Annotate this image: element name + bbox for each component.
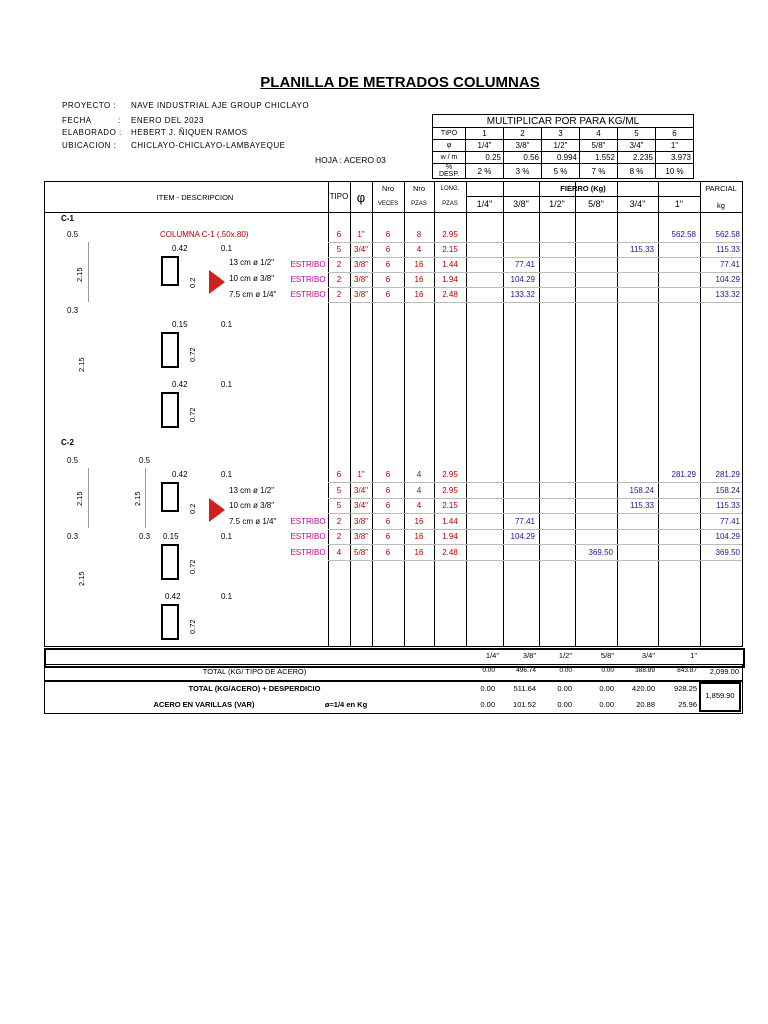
row-gridline	[328, 257, 742, 258]
dim-height-c1b: 2.15	[77, 357, 86, 372]
red-arrow-icon	[209, 270, 225, 294]
mult-cell: 6	[656, 128, 694, 140]
row-veces: 6	[385, 517, 391, 526]
estribo-label: ESTRIBO	[290, 275, 326, 284]
dim-height-c2b: 2.15	[77, 571, 86, 586]
row-veces: 6	[385, 532, 391, 541]
row-long: 2.15	[442, 245, 458, 254]
stirrup-thk: 0.1	[221, 532, 233, 541]
footer-diam: 1/4"	[485, 651, 499, 660]
row-phi: 3/8"	[354, 290, 368, 299]
row-gridline	[328, 302, 742, 303]
mult-cell: 0.25	[466, 152, 504, 164]
header-tipo: TIPO	[329, 192, 349, 201]
mult-cell: 1"	[656, 140, 694, 152]
row-veces: 6	[385, 260, 391, 269]
row-gridline	[328, 513, 742, 514]
mult-cell: 1/2"	[542, 140, 580, 152]
mult-row-label: φ	[433, 140, 466, 152]
desp-cell: 0.00	[480, 684, 495, 693]
row-kg: 115.33	[630, 501, 654, 510]
row-parcial: 133.32	[715, 290, 740, 299]
row-tipo: 6	[336, 470, 342, 479]
page-title: PLANILLA DE METRADOS COLUMNAS	[260, 74, 540, 91]
header-diam: 1/2"	[549, 199, 565, 209]
row-kg: 104.29	[510, 275, 535, 284]
section-label-c1: C-1	[61, 214, 74, 223]
elaborado-label: ELABORADO :	[62, 128, 122, 137]
hoja-label: HOJA : ACERO 03	[315, 155, 386, 165]
row-veces: 6	[385, 245, 391, 254]
row-pzas: 8	[416, 230, 422, 239]
mult-cell: 10 %	[656, 164, 694, 179]
row-parcial: 115.33	[716, 245, 740, 254]
header-parcial: PARCIAL	[705, 184, 737, 193]
row-pzas: 4	[416, 486, 422, 495]
row-kg: 369.50	[588, 548, 613, 557]
row-gridline	[328, 272, 742, 273]
header-nro2: Nro	[412, 184, 426, 193]
desp-cell: 420.00	[632, 684, 655, 693]
stirrup-shape	[161, 604, 179, 640]
header-phi: φ	[356, 190, 366, 205]
row-gridline	[328, 287, 742, 288]
row-long: 2.48	[442, 290, 458, 299]
mult-cell: 1	[466, 128, 504, 140]
estribo-label: ESTRIBO	[290, 517, 326, 526]
footer-diam: 5/8"	[600, 651, 614, 660]
row-tipo: 5	[336, 501, 342, 510]
total-sum: 2,099.00	[709, 667, 739, 676]
red-arrow-icon	[209, 498, 225, 522]
mult-cell: 3	[542, 128, 580, 140]
row-gridline	[328, 498, 742, 499]
row-pzas: 16	[414, 517, 424, 526]
dim-mid2-c2: 0.3	[139, 532, 151, 541]
grand-total: 1,859.90	[705, 691, 735, 700]
header-diam: 1"	[674, 199, 684, 209]
dim-height-c2: 2.15	[75, 491, 84, 506]
row-kg: 104.29	[510, 532, 535, 541]
metrado-sheet	[44, 181, 743, 647]
row-parcial: 158.24	[715, 486, 740, 495]
header-bottom-line	[45, 212, 742, 213]
mult-cell: 5 %	[542, 164, 580, 179]
mult-cell: 1.552	[580, 152, 618, 164]
stirrup-height: 0.72	[188, 559, 197, 574]
row-kg: 281.29	[671, 470, 696, 479]
dim-mid-c1: 0.3	[67, 306, 79, 315]
dim-height2-c2: 2.15	[133, 491, 142, 506]
row-veces: 6	[385, 470, 391, 479]
mult-cell: 0.994	[542, 152, 580, 164]
stirrup-width: 0.42	[165, 592, 181, 601]
desp-cell: 511.64	[513, 684, 536, 693]
row-gridline	[328, 482, 742, 483]
mult-cell: 2	[504, 128, 542, 140]
dim-mid-c2: 0.3	[67, 532, 79, 541]
header-nro1: Nro	[381, 184, 395, 193]
row-gridline	[328, 544, 742, 545]
elaborado-value: HEBERT J. ÑIQUEN RAMOS	[131, 128, 248, 137]
row-long: 2.95	[442, 470, 458, 479]
col-divider	[539, 182, 540, 646]
stirrup-shape	[161, 332, 179, 368]
row-phi: 3/4"	[354, 501, 368, 510]
row-kg: 115.33	[630, 245, 654, 254]
row-phi: 3/8"	[354, 517, 368, 526]
stirrup-width: 0.42	[172, 470, 188, 479]
fecha-label: FECHA	[62, 116, 92, 125]
stirrup-shape	[161, 256, 179, 286]
header-veces: VECES	[377, 201, 399, 207]
stirrup-shape	[161, 544, 179, 580]
mult-cell: 3/8"	[504, 140, 542, 152]
row-phi: 5/8"	[354, 548, 368, 557]
spacing-3: 7.5 cm ø 1/4"	[229, 517, 277, 526]
fecha-colon: :	[118, 116, 121, 125]
header-kg: kg	[717, 201, 725, 210]
ubicacion-value: CHICLAYO-CHICLAYO-LAMBAYEQUE	[131, 141, 286, 150]
row-parcial: 281.29	[715, 470, 740, 479]
proyecto-value: NAVE INDUSTRIAL AJE GROUP CHICLAYO	[131, 101, 310, 110]
dim-top-c2: 0.5	[67, 456, 79, 465]
row-parcial: 77.41	[719, 517, 740, 526]
total-cell: 843.87	[677, 667, 697, 674]
mult-cell: 2.235	[618, 152, 656, 164]
stirrup-thk: 0.1	[221, 380, 233, 389]
row-tipo: 2	[336, 517, 342, 526]
total-cell: 496.74	[516, 667, 536, 674]
row-long: 1.44	[442, 260, 458, 269]
row-phi: 3/4"	[354, 245, 368, 254]
row-parcial: 369.50	[715, 548, 740, 557]
mult-cell: 3 %	[504, 164, 542, 179]
var-cell: 20.88	[636, 700, 655, 709]
row-phi: 1"	[357, 470, 365, 479]
row-parcial: 115.33	[716, 501, 740, 510]
footer-diam: 1/2"	[558, 651, 572, 660]
mult-cell: 5	[618, 128, 656, 140]
row-tipo: 5	[336, 486, 342, 495]
desp-cell: 0.00	[557, 684, 572, 693]
row-long: 2.95	[442, 486, 458, 495]
spacing-2: 10 cm ø 3/8"	[229, 274, 275, 283]
row-long: 1.94	[442, 532, 458, 541]
var-note: ø=1/4 en Kg	[324, 700, 368, 709]
section-label-c2: C-2	[61, 438, 74, 447]
row-veces: 6	[385, 275, 391, 284]
column-elevation-line	[88, 468, 89, 528]
row-veces: 6	[385, 230, 391, 239]
ubicacion-label: UBICACION :	[62, 141, 117, 150]
multiplier-title: MULTIPLICAR POR PARA KG/ML	[433, 115, 694, 128]
desp-cell: 928.25	[674, 684, 697, 693]
total-cell: 0.00	[482, 667, 495, 674]
row-gridline	[328, 529, 742, 530]
footer-diam: 3/8"	[522, 651, 536, 660]
stirrup-thk: 0.1	[221, 244, 233, 253]
header-diam: 3/4"	[629, 199, 646, 209]
row-tipo: 2	[336, 275, 342, 284]
mult-cell: 3.973	[656, 152, 694, 164]
stirrup-width: 0.15	[163, 532, 179, 541]
row-long: 1.44	[442, 517, 458, 526]
header-long: LONG.	[440, 186, 460, 192]
row-kg: 77.41	[514, 260, 535, 269]
footer-diam: 3/4"	[641, 651, 655, 660]
estribo-label: ESTRIBO	[290, 548, 326, 557]
mult-cell: 0.56	[504, 152, 542, 164]
row-kg: 77.41	[514, 517, 535, 526]
row-phi: 3/8"	[354, 275, 368, 284]
var-cell: 101.52	[513, 700, 536, 709]
row-kg: 133.32	[510, 290, 535, 299]
row-parcial: 104.29	[715, 532, 740, 541]
mult-cell: 5/8"	[580, 140, 618, 152]
row-phi: 3/8"	[354, 260, 368, 269]
spacing-1: 13 cm ø 1/2"	[229, 486, 275, 495]
estribo-label: ESTRIBO	[290, 532, 326, 541]
dim-top2-c2: 0.5	[139, 456, 151, 465]
var-label: ACERO EN VARILLAS (VAR)	[153, 700, 255, 709]
var-cell: 0.00	[557, 700, 572, 709]
row-phi: 3/4"	[354, 486, 368, 495]
total-cell: 388.89	[635, 667, 655, 674]
row-pzas: 4	[416, 470, 422, 479]
proyecto-label: PROYECTO :	[62, 101, 117, 110]
var-cell: 25.96	[678, 700, 697, 709]
stirrup-width: 0.42	[172, 380, 188, 389]
column-description: COLUMNA C-1 (.50x.80)	[160, 230, 249, 239]
stirrup-height: 0.72	[188, 407, 197, 422]
stirrup-height: 0.2	[188, 277, 197, 288]
row-phi: 3/8"	[354, 532, 368, 541]
mult-cell: 8 %	[618, 164, 656, 179]
desp-label: TOTAL (KG/ACERO) + DESPERDICIO	[188, 684, 321, 693]
row-pzas: 16	[414, 275, 424, 284]
row-phi: 1"	[357, 230, 365, 239]
stirrup-shape	[161, 392, 179, 428]
stirrup-width: 0.42	[172, 244, 188, 253]
row-parcial: 562.58	[715, 230, 740, 239]
row-kg: 562.58	[671, 230, 696, 239]
stirrup-height: 0.72	[188, 619, 197, 634]
mult-cell: 4	[580, 128, 618, 140]
col-divider	[503, 182, 504, 646]
row-tipo: 2	[336, 532, 342, 541]
spacing-2: 10 cm ø 3/8"	[229, 501, 275, 510]
stirrup-thk: 0.1	[221, 470, 233, 479]
row-veces: 6	[385, 548, 391, 557]
row-long: 2.15	[442, 501, 458, 510]
row-tipo: 4	[336, 548, 342, 557]
row-veces: 6	[385, 486, 391, 495]
row-tipo: 5	[336, 245, 342, 254]
estribo-label: ESTRIBO	[290, 290, 326, 299]
row-veces: 6	[385, 290, 391, 299]
fierro-line	[466, 196, 700, 197]
header-diam: 5/8"	[588, 199, 604, 209]
row-kg: 158.24	[629, 486, 654, 495]
mult-row-label: TIPO	[433, 128, 466, 140]
row-long: 2.95	[442, 230, 458, 239]
mult-cell: 2 %	[466, 164, 504, 179]
dim-top-c1: 0.5	[67, 230, 79, 239]
row-pzas: 16	[414, 260, 424, 269]
fecha-value: ENERO DEL 2023	[131, 116, 204, 125]
row-tipo: 2	[336, 290, 342, 299]
total-cell: 0.00	[559, 667, 572, 674]
total-cell: 0.00	[601, 667, 614, 674]
row-pzas: 16	[414, 548, 424, 557]
desp-cell: 0.00	[599, 684, 614, 693]
multiplier-table	[432, 114, 694, 179]
row-pzas: 16	[414, 290, 424, 299]
stirrup-height: 0.2	[188, 503, 197, 514]
header-diam: 1/4"	[476, 199, 493, 209]
total-label: TOTAL (KG/ TIPO DE ACERO)	[202, 667, 307, 676]
row-pzas: 4	[416, 245, 422, 254]
header-pzas: PZAS	[411, 201, 427, 207]
header-fierro: FIERRO (Kg)	[560, 184, 606, 193]
mult-cell: 3/4"	[618, 140, 656, 152]
spacing-3: 7.5 cm ø 1/4"	[229, 290, 277, 299]
header-diam: 3/8"	[513, 199, 529, 209]
column-elevation-line	[145, 468, 146, 528]
row-parcial: 77.41	[719, 260, 740, 269]
estribo-label: ESTRIBO	[290, 260, 326, 269]
header-pzas2: PZAS	[442, 201, 458, 207]
var-cell: 0.00	[480, 700, 495, 709]
column-elevation-line	[88, 242, 89, 302]
row-long: 2.48	[442, 548, 458, 557]
mult-row-label: % DESP.	[433, 164, 466, 179]
row-veces: 6	[385, 501, 391, 510]
row-gridline	[328, 560, 742, 561]
stirrup-thk: 0.1	[221, 320, 233, 329]
row-pzas: 16	[414, 532, 424, 541]
col-divider	[658, 182, 659, 646]
row-pzas: 4	[416, 501, 422, 510]
stirrup-width: 0.15	[172, 320, 188, 329]
header-item: ITEM - DESCRIPCION	[156, 193, 234, 202]
var-cell: 0.00	[599, 700, 614, 709]
row-long: 1.94	[442, 275, 458, 284]
spacing-1: 13 cm ø 1/2"	[229, 258, 275, 267]
row-gridline	[328, 242, 742, 243]
footer-diam: 1"	[690, 651, 697, 660]
row-tipo: 6	[336, 230, 342, 239]
stirrup-shape	[161, 482, 179, 512]
mult-row-label: w / m	[433, 152, 466, 164]
mult-cell: 7 %	[580, 164, 618, 179]
col-divider	[575, 182, 576, 646]
mult-cell: 1/4"	[466, 140, 504, 152]
stirrup-height: 0.72	[188, 347, 197, 362]
col-divider	[466, 182, 467, 646]
row-parcial: 104.29	[715, 275, 740, 284]
dim-height-c1: 2.15	[75, 267, 84, 282]
stirrup-thk: 0.1	[221, 592, 233, 601]
row-tipo: 2	[336, 260, 342, 269]
